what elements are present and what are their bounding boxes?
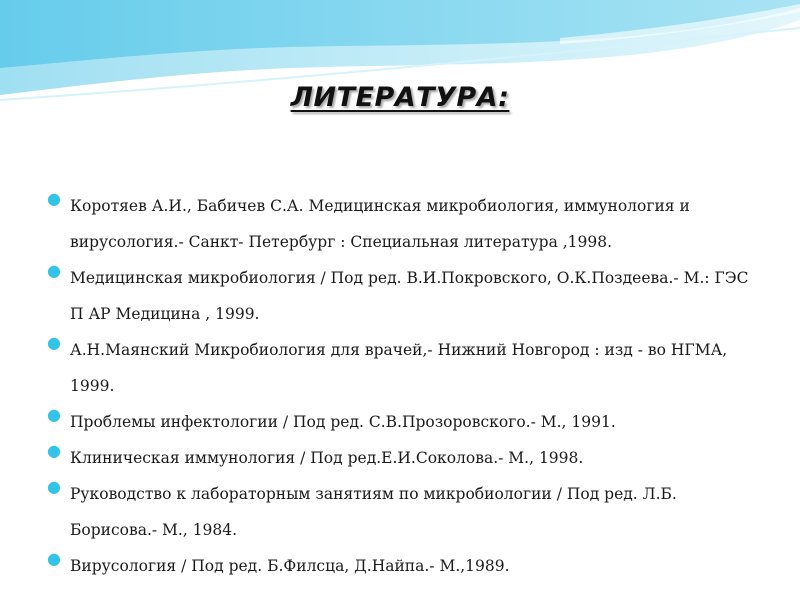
- bullet-icon: ●: [47, 333, 61, 352]
- reference-text: Руководство к лабораторным занятиям по микробиологии / Под ред. Л.Б. Борисова.- М., 1984.: [70, 485, 677, 539]
- bullet-icon: ●: [47, 441, 61, 460]
- reference-text: Проблемы инфектологии / Под ред. С.В.Прозоровского.- М., 1991.: [70, 413, 616, 431]
- reference-text: Коротяев А.И., Бабичев С.А. Медицинская микробиология, иммунология и вирусология.- Санкт- Петербург : Специальная литература ,1998.: [70, 197, 690, 251]
- reference-list: [44, 188, 764, 584]
- reference-text: Клиническая иммунология / Под ред.Е.И.Соколова.- М., 1998.: [70, 449, 584, 467]
- bullet-icon: ●: [47, 189, 61, 208]
- bullet-icon: ●: [47, 549, 61, 568]
- list-item: [44, 332, 764, 404]
- list-item: [44, 404, 764, 440]
- bullet-icon: ●: [47, 261, 61, 280]
- reference-text: Медицинская микробиология / Под ред. В.И.Покровского, О.К.Поздеева.- М.: ГЭС П АР Медицина , 1999.: [70, 269, 749, 323]
- list-item: [44, 548, 764, 584]
- list-item: [44, 476, 764, 548]
- page-title: ЛИТЕРАТУРА:: [290, 82, 510, 113]
- reference-text: Вирусология / Под ред. Б.Филсца, Д.Найпа.- М.,1989.: [70, 557, 510, 575]
- bullet-icon: ●: [47, 477, 61, 496]
- bullet-icon: ●: [47, 405, 61, 424]
- list-item: [44, 260, 764, 332]
- list-item: [44, 188, 764, 260]
- reference-text: А.Н.Маянский Микробиология для врачей,- Нижний Новгород : изд - во НГМА, 1999.: [70, 341, 728, 395]
- list-item: [44, 440, 764, 476]
